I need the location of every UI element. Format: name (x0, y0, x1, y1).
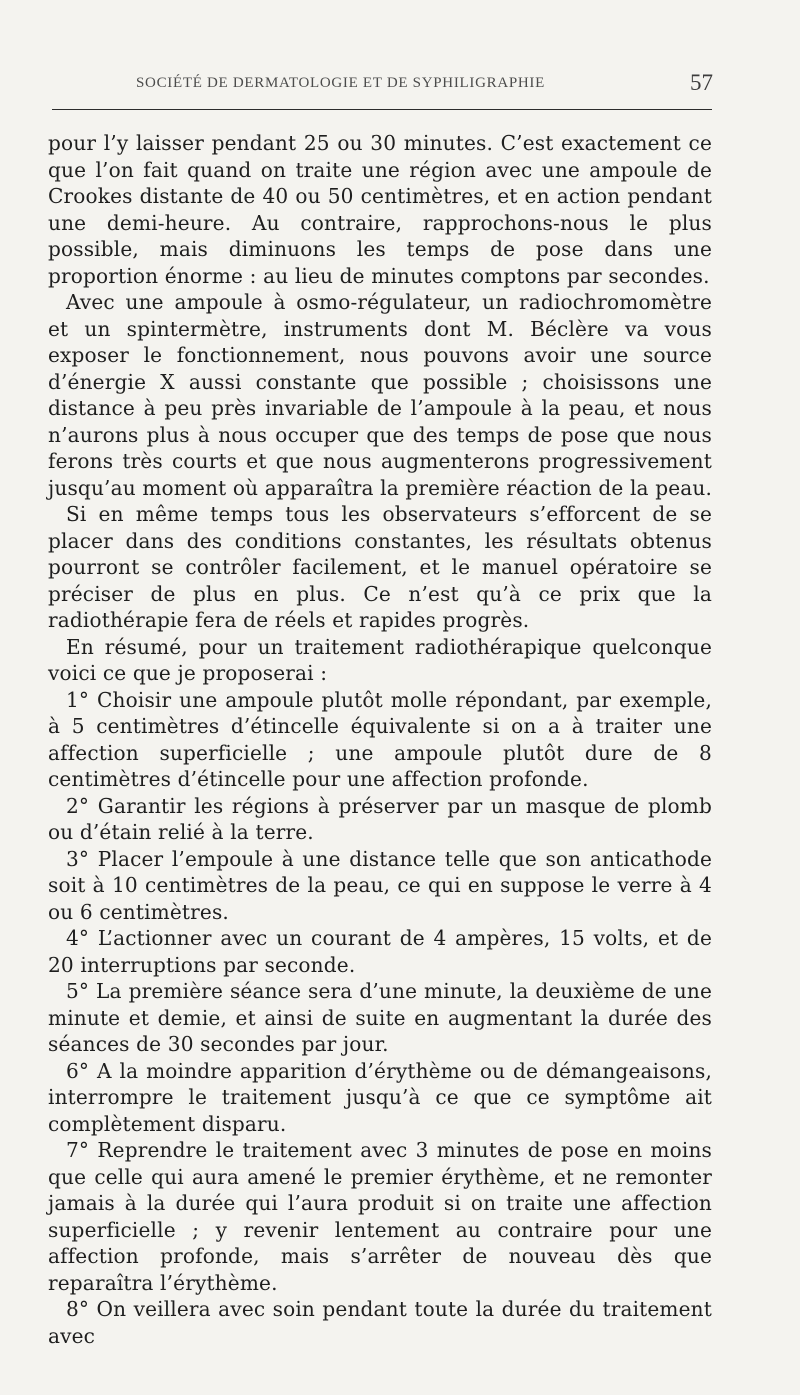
list-item: 6° A la moindre apparition d’érythème ou de démangeaisons, interrompre le traitement jusqu’à ce que ce symptôme ait complètement disparu. (48, 1058, 712, 1136)
paragraph: Avec une ampoule à osmo-régulateur, un radiochromomètre et un spintermètre, instruments dont M. Béclère va vous exposer le fonctionnement, nous pouvons avoir une source d’énergie X aussi constante que possible ; choisissons une distance à peu près invariable de l’ampoule à la peau, et nous n’aurons plus à nous occuper que des temps de pose que nous ferons très courts et que nous augmenterons progressivement jusqu’au moment où apparaîtra la première réaction de la peau. (48, 290, 713, 500)
list-item: 5° La première séance sera d’une minute, la deuxième de une minute et demie, et ainsi de suite en augmentant la durée des séances de 30 secondes par jour. (48, 979, 712, 1056)
list-item: 1° Choisir une ampoule plutôt molle répondant, par exemple, à 5 centimètres d’étincelle équivalente si on a à traiter une affection superficielle ; une ampoule plutôt dure de 8 centimètres d’étincelle pour une affection profonde. (48, 687, 712, 791)
running-head: SOCIÉTÉ DE DERMATOLOGIE ET DE SYPHILIGRAPHIE (136, 75, 545, 91)
paragraph: pour l’y laisser pendant 25 ou 30 minutes. C’est exactement ce que l’on fait quand on traite une région avec une ampoule de Crookes distante de 40 ou 50 centimètres, et en action pendant une demi-heure. Au contraire, rapprochons-nous le plus possible, mais diminuons les temps de pose dans une proportion énorme : au lieu de minutes comptons par secondes. (48, 131, 712, 288)
header-rule (52, 109, 712, 110)
list-item: 3° Placer l’empoule à une distance telle que son anticathode soit à 10 centimètres de la peau, ce qui en suppose le verre à 4 ou 6 centimètres. (48, 846, 712, 924)
page-header (48, 72, 713, 102)
list-item: 4° L’actionner avec un courant de 4 ampères, 15 volts, et de 20 interruptions par seconde. (48, 926, 712, 977)
list-item: 7° Reprendre le traitement avec 3 minutes de pose en moins que celle qui aura amené le premier érythème, et ne remonter jamais à la durée qui l’aura produit si on traite une affection superficielle ; y revenir lentement au contraire pour une affection profonde, mais s’arrêter de nouveau dès que reparaîtra l’érythème. (48, 1138, 712, 1295)
body-text (48, 130, 712, 1349)
list-item: 8° On veillera avec soin pendant toute la durée du traitement avec (48, 1297, 712, 1348)
paragraph: En résumé, pour un traitement radiothérapique quelconque voici ce que je proposerai : (48, 634, 712, 685)
list-item: 2° Garantir les régions à préserver par un masque de plomb ou d’étain relié à la terre. (48, 793, 712, 844)
paragraph: Si en même temps tous les observateurs s’efforcent de se placer dans des conditions constantes, les résultats obtenus pourront se contrôler facilement, et le manuel opératoire se préciser de plus en plus. Ce n’est qu’à ce prix que la radiothérapie fera de réels et rapides progrès. (48, 502, 712, 632)
page-number: 57 (690, 70, 713, 95)
